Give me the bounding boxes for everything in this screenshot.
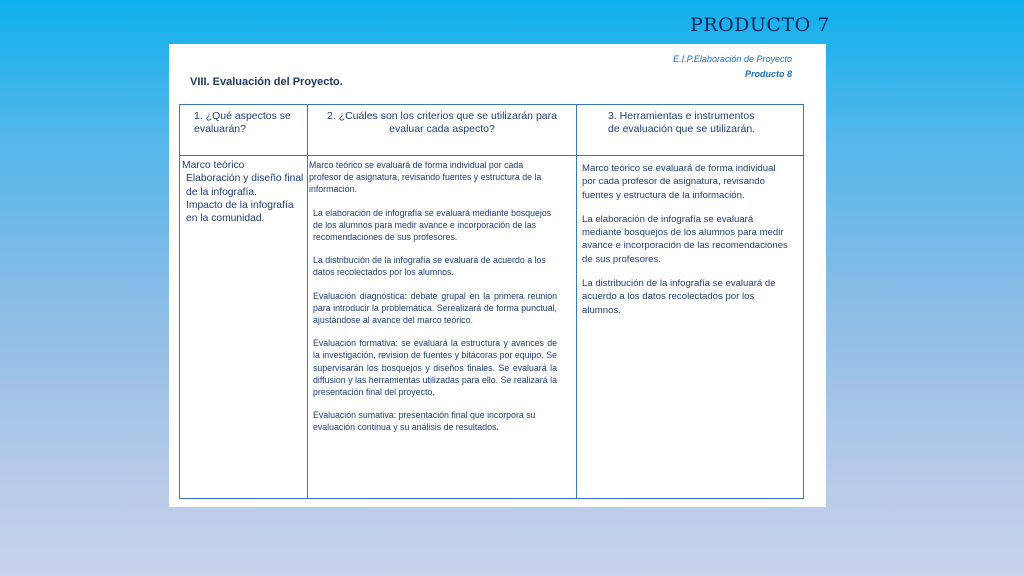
header-course: E.I.P.Elaboración de Proyecto xyxy=(673,54,792,64)
table-header-tools: 3. Herramientas e instrumentos de evaluación que se utilizarán. xyxy=(608,110,756,135)
aspect-item: Marco teórico xyxy=(182,160,245,171)
section-title: VIII. Evaluación del Proyecto. xyxy=(190,76,343,88)
header-product: Producto 8 xyxy=(744,69,792,79)
criteria-column xyxy=(309,159,557,445)
slide-title: PRODUCTO 7 xyxy=(690,14,830,36)
tools-paragraph: La distribución de la infografía se evaluará de acuerdo a los datos recolectados por los alumnos. xyxy=(582,278,776,316)
document-page xyxy=(169,44,826,507)
table-header-criteria: 2. ¿Cuáles son los criterios que se utilizarán para evaluar cada aspecto? xyxy=(327,110,557,135)
criteria-paragraph: Marco teórico se evaluará de forma individual por cada profesor de asignatura, revisando fuentes y estructura de la información. xyxy=(309,160,542,195)
header-divider xyxy=(180,155,803,156)
criteria-paragraph: Evaluación sumativa: presentación final que incorpora su evaluación continua y su análisis de resultados. xyxy=(313,410,536,433)
table-header-aspects: 1. ¿Qué aspectos se evaluarán? xyxy=(194,110,291,135)
criteria-paragraph: La elaboración de infografía se evaluará mediante bosquejos de los alumnos para medir avance e incorporación de las recomendaciones de sus profesores. xyxy=(313,207,552,243)
tools-column xyxy=(582,162,790,328)
criteria-paragraph: Evaluación diagnóstica: debate grupal en la primera reunion para introducir la problemática. Serealizará de forma punctual, ajustándose al avance del marco teórico. xyxy=(313,290,557,326)
criteria-paragraph: La distribución de la infografía se evaluará de acuerdo a los datos recolectados por los alumnos. xyxy=(313,255,546,278)
evaluation-table xyxy=(179,104,804,499)
column-divider xyxy=(307,105,308,498)
document-header xyxy=(673,52,792,82)
column-divider xyxy=(576,105,577,498)
aspect-item: Elaboración y diseño final de la infografía. xyxy=(186,173,304,198)
tools-paragraph: La elaboración de infografía se evaluará mediante bosquejos de los alumnos para medir avance e incorporación de las recomendaciones de sus profesores. xyxy=(582,213,788,265)
aspects-column xyxy=(182,159,304,225)
tools-paragraph: Marco teórico se evaluará de forma individual por cada profesor de asignatura, revisando fuentes y estructura de la información. xyxy=(582,163,776,201)
aspect-item: Impacto de la infografía en la comunidad. xyxy=(186,199,294,225)
criteria-paragraph: Evaluación formativa: se evaluará la estructura y avances de la investigación, revision de fuentes y bitácoras por equipo. Se supervisarán los bosquejos y diseños finales. Se evaluará la diffusion y las herramientas utilizadas para ello. Se realizará la presentación final del proyecto. xyxy=(313,338,557,398)
